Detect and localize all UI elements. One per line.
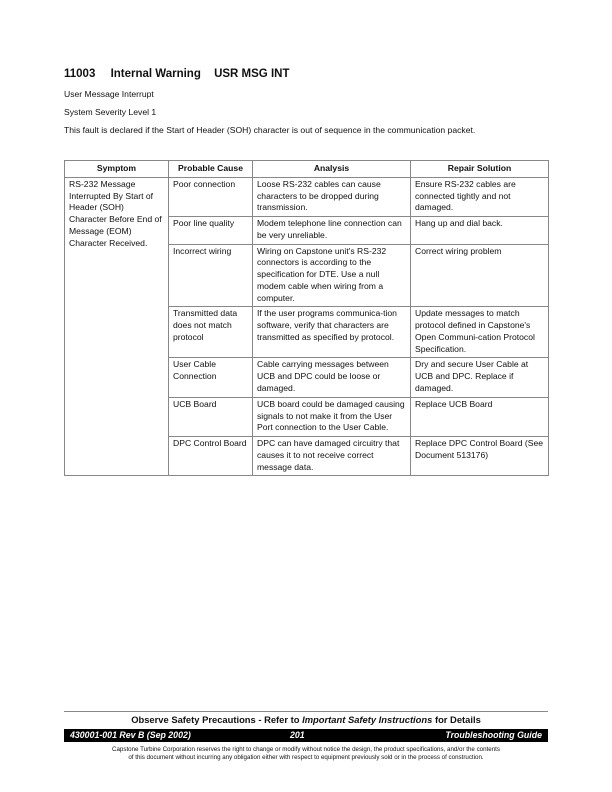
page-number: 201	[290, 730, 305, 740]
safety-link-text: Important Safety Instructions	[302, 714, 433, 725]
header-repair-solution: Repair Solution	[411, 161, 549, 178]
repair-cell: Ensure RS-232 cables are connected tightly and not damaged.	[411, 177, 549, 216]
safety-notice	[64, 714, 548, 725]
repair-cell: Hang up and dial back.	[411, 217, 549, 245]
repair-cell: Replace UCB Board	[411, 397, 549, 436]
header-probable-cause: Probable Cause	[169, 161, 253, 178]
cause-cell: Poor line quality	[169, 217, 253, 245]
fault-declaration: This fault is declared if the Start of Header (SOH) character is out of sequence in the communication packet.	[64, 125, 476, 135]
analysis-cell: Loose RS-232 cables can cause characters to be dropped during transmission.	[253, 177, 411, 216]
cause-cell: Transmitted data does not match protocol	[169, 307, 253, 358]
footer-divider	[64, 711, 548, 712]
footer-bar	[64, 729, 548, 742]
analysis-cell: Wiring on Capstone unit's RS-232 connectors is according to the specification for DTE. Use a null modem cable when wiring from a computer.	[253, 244, 411, 307]
fault-heading	[64, 68, 289, 80]
analysis-cell: UCB board could be damaged causing signals to not make it from the User Port connection to the User Cable.	[253, 397, 411, 436]
guide-title: Troubleshooting Guide	[445, 730, 542, 740]
cause-cell: DPC Control Board	[169, 437, 253, 476]
repair-cell: Update messages to match protocol defined in Capstone's Open Communi-cation Protocol Specification.	[411, 307, 549, 358]
doc-number: 430001-001 Rev B (Sep 2002)	[70, 730, 191, 740]
cause-cell: Incorrect wiring	[169, 244, 253, 307]
header-symptom: Symptom	[65, 161, 169, 178]
cause-cell: UCB Board	[169, 397, 253, 436]
fault-tag: USR MSG INT	[214, 68, 290, 80]
troubleshooting-table	[64, 160, 549, 476]
fault-description: User Message Interrupt	[64, 89, 154, 99]
safety-prefix: Observe Safety Precautions - Refer to	[131, 714, 303, 725]
symptom-cell: RS-232 Message Interrupted By Start of Header (SOH) Character Before End of Message (EOM) Character Received.	[65, 177, 169, 476]
cause-cell: Poor connection	[169, 177, 253, 216]
repair-cell: Replace DPC Control Board (See Document 513176)	[411, 437, 549, 476]
copyright-notice	[64, 746, 548, 762]
analysis-cell: If the user programs communica-tion software, verify that characters are transmitted as specified by protocol.	[253, 307, 411, 358]
header-analysis: Analysis	[253, 161, 411, 178]
analysis-cell: DPC can have damaged circuitry that causes it to not receive correct message data.	[253, 437, 411, 476]
copyright-line-1: Capstone Turbine Corporation reserves the right to change or modify without notice the design, the product specifications, and/or the contents	[112, 746, 500, 753]
analysis-cell: Modem telephone line connection can be very unreliable.	[253, 217, 411, 245]
table-row	[65, 177, 549, 216]
repair-cell: Dry and secure User Cable at UCB and DPC. Replace if damaged.	[411, 358, 549, 397]
fault-name: Internal Warning	[110, 68, 201, 80]
copyright-line-2: of this document without incurring any obligation either with respect to equipment previously sold or in the process of construction.	[128, 754, 484, 762]
table-header-row	[65, 161, 549, 178]
fault-code: 11003	[64, 68, 96, 80]
safety-suffix: for Details	[432, 714, 481, 725]
severity-level: System Severity Level 1	[64, 107, 157, 117]
cause-cell: User Cable Connection	[169, 358, 253, 397]
analysis-cell: Cable carrying messages between UCB and DPC could be loose or damaged.	[253, 358, 411, 397]
repair-cell: Correct wiring problem	[411, 244, 549, 307]
